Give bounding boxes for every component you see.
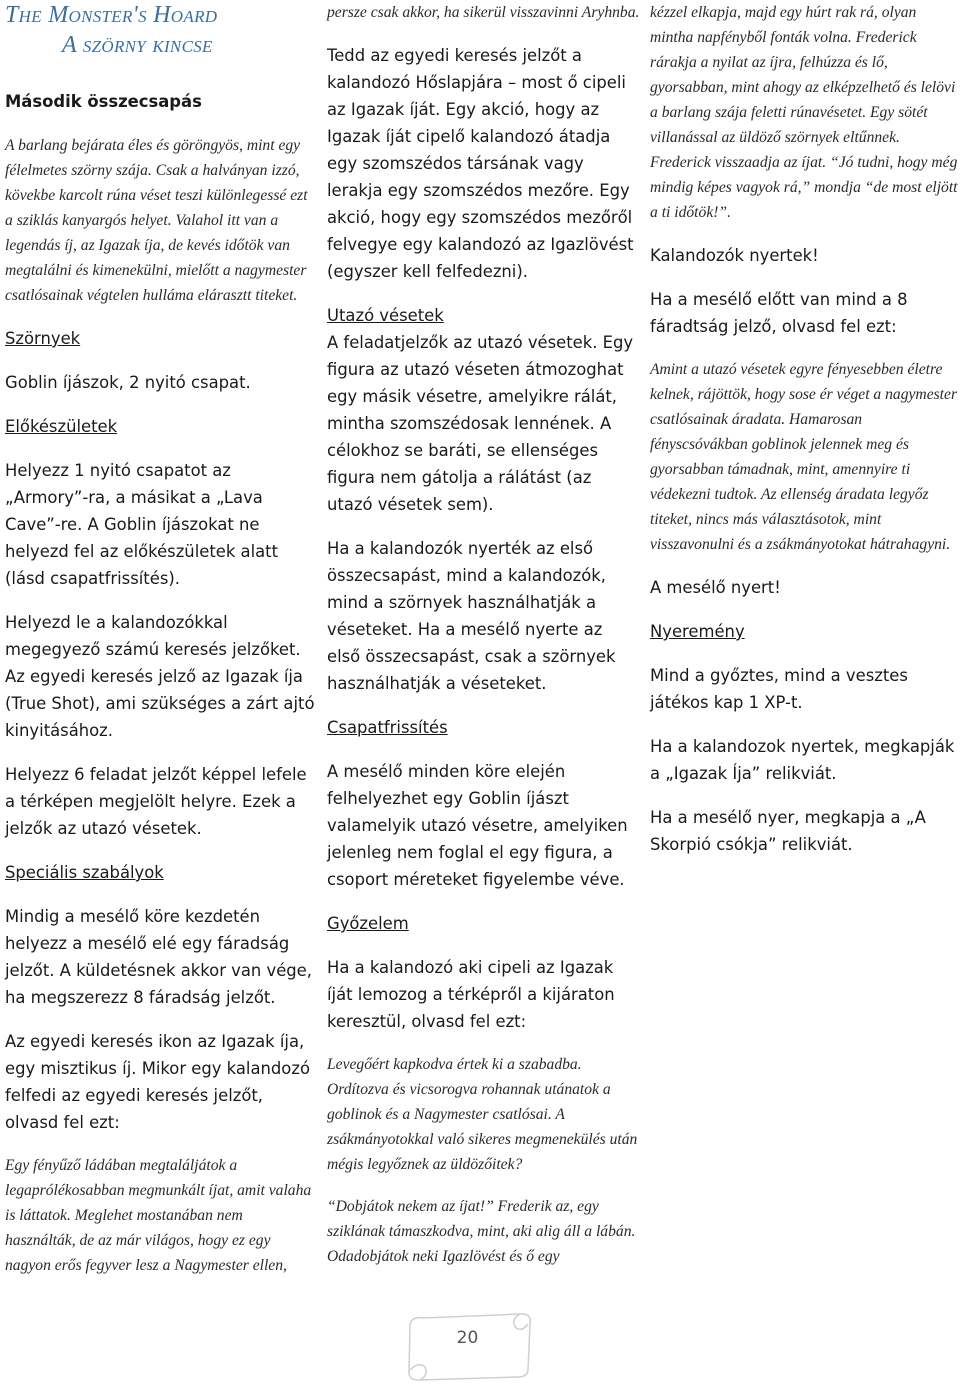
page-number-scroll [390, 1310, 545, 1382]
defeat-flavor-text: Amint a utazó vésetek egyre fényesebben életre kelnek, rájöttök, hogy sose ér véget a nagymester csatlósainak áradata. Hamarosan fényscsóvákban goblinok jelennek meg és gyorsabban támadnak, mint, amennyire ti védekezni tudtok. Az ellenség áradata legyőz titeket, nincs más választásotok, mint visszavonulni és a zsákmányotokat hátrahagyni. [650, 361, 958, 553]
heading-reinforcements: Csapatfrissítés [327, 718, 448, 737]
special-paragraph-1: Mindig a mesélő köre kezdetén helyezz a mesélő elé egy fáradság jelzőt. A küldetésnek akkor van vége, ha megszerezz 8 fáradság jelzőt. [5, 907, 312, 1007]
flavor-continuation-right: kézzel elkapja, majd egy húrt rak rá, olyan mintha napfényből fonták volna. Frederick rárakja a nyilat az íjra, felhúzza és lő, gyorsabban, mint ahogy az elképzelhető és lelövi a barlang szája feletti rúnavésetet. Egy sötét villanással az üldöző szörnyek eltűnnek. Frederick visszaadja az íjat. “Jó tudni, hogy még mindig képes vagyok rá,” mondja “de most eljött a ti időtök!”. [650, 4, 958, 221]
travel-runes-text: A feladatjelzők az utazó vésetek. Egy figura az utazó véseten átmozoghat egy másik vésetre, amelyikre rálát, mintha szomszédosak lennének. A célokhoz se baráti, se ellenséges figura nem gátolja a rálátást (az utazó vésetek sem). [327, 333, 634, 514]
special-paragraph-2: Az egyedi keresés ikon az Igazak íja, egy misztikus íj. Mikor egy kalandozó felfedi az egyedi keresés jelzőt, olvasd fel ezt: [5, 1032, 310, 1132]
reinforcements-text: A mesélő minden köre elején felhelyezhet egy Goblin íjászt valamelyik utazó vésetre, amelyiken jelenleg nem foglal el egy figura, a csoport méreteket figyelembe véve. [327, 762, 628, 889]
intro-flavor-text: A barlang bejárata éles és göröngyös, mint egy félelmetes szörny szája. Csak a halványan izzó, kövekbe karcolt rúna véset teszi különlegessé ezt a sziklás kanyargós helyet. Valahol itt van a legendás íj, az Igazak íja, de kevés időtök van megtalálni és kimenekülni, mielőtt a nagymester csatlósainak végtelen hulláma elárasztt titeket. [5, 137, 308, 304]
victory-flavor-1: Levegőért kapkodva értek ki a szabadba. Ordítozva és vicsorogva rohannak utánatok a goblinok és a Nagymester csatlósai. A zsákmányotokkal való sikeres megmenekülés után mégis legyőznek az üldözőitek? [327, 1056, 638, 1173]
reward-paragraph-2: Ha a kalandozok nyertek, megkapják a „Igazak Íja” relikviát. [650, 737, 955, 783]
heading-travel-runes: Utazó vésetek [327, 306, 444, 325]
heading-victory: Győzelem [327, 914, 409, 933]
column-middle [327, 0, 640, 1269]
section-heading-second-encounter: Második összecsapás [5, 92, 202, 111]
heading-special-rules: Speciális szabályok [5, 863, 164, 882]
prep-paragraph-1: Helyezz 1 nyitó csapatot az „Armory”-ra, a másikat a „Lava Cave”-re. A Goblin íjászokat ne helyezd fel az előkészületek alatt (lásd csapatfrissítés). [5, 461, 279, 588]
reward-paragraph-3: Ha a mesélő nyer, megkapja a „A Skorpió csókja” relikviát. [650, 808, 926, 854]
heading-reward: Nyeremény [650, 622, 745, 641]
monsters-text: Goblin íjászok, 2 nyitó csapat. [5, 373, 251, 392]
overlord-wins-text: A mesélő nyert! [650, 578, 781, 597]
page-title-english: The Monster's Hoard [5, 2, 218, 28]
prep-paragraph-2: Helyezd le a kalandozókkal megegyező számú keresés jelzőket. Az egyedi keresés jelző az Igazak íja (True Shot), ami szükséges a zárt ajtó kinyitásához. [5, 613, 315, 740]
reward-paragraph-1: Mind a győztes, mind a vesztes játékos kap 1 XP-t. [650, 666, 908, 712]
flavor-continuation: persze csak akkor, ha sikerül visszavinni Aryhnba. [327, 4, 640, 21]
special-flavor-text: Egy fényűző ládában megtaláljátok a legaprólékosabban megmunkált íjat, amit valaha is láttatok. Meglehet mostanában nem használták, de az már világos, hogy ez egy nagyon erős fegyver lesz a Nagymester ellen, [5, 1157, 312, 1274]
column-right [650, 0, 958, 858]
prep-paragraph-3: Helyezz 6 feladat jelzőt képpel lefele a térképen megjelölt helyre. Ezek a jelzők az utazó vésetek. [5, 765, 307, 838]
heading-preparation: Előkészületek [5, 417, 118, 436]
victory-text: Ha a kalandozó aki cipeli az Igazak íját lemozog a térképről a kijáraton keresztül, olvasd fel ezt: [327, 958, 615, 1031]
heading-monsters: Szörnyek [5, 329, 81, 348]
fatigue-condition-text: Ha a mesélő előtt van mind a 8 fáradtság jelző, olvasd fel ezt: [650, 290, 908, 336]
bow-rules-paragraph: Tedd az egyedi keresés jelzőt a kalandozó Hőslapjára – most ő cipeli az Igazak íját. Egy akció, hogy az Igazak íját cipelő kalandozó átadja egy szomszédos társának vagy lerakja egy szomszédos mezőre. Egy akció, hogy egy szomszédos mezőről felvegye egy kalandozó az Igazlövést (egyszer kell felfedezni). [327, 46, 634, 281]
column-left [5, 0, 317, 1278]
first-encounter-rules: Ha a kalandozók nyerték az első összecsapást, mind a kalandozók, mind a szörnyek használhatják a véseteket. Ha a mesélő nyerte az első összecsapást, csak a szörnyek használhatják a véseteket. [327, 539, 616, 693]
heroes-win-text: Kalandozók nyertek! [650, 246, 819, 265]
page-title-hungarian: A szörny kincse [62, 32, 213, 58]
page-number: 20 [456, 1328, 479, 1348]
victory-flavor-2: “Dobjátok nekem az íjat!” Frederik az, egy sziklának támaszkodva, mint, aki alig áll a lábán. Odadobjátok neki Igazlövést és ő egy [327, 1198, 636, 1265]
